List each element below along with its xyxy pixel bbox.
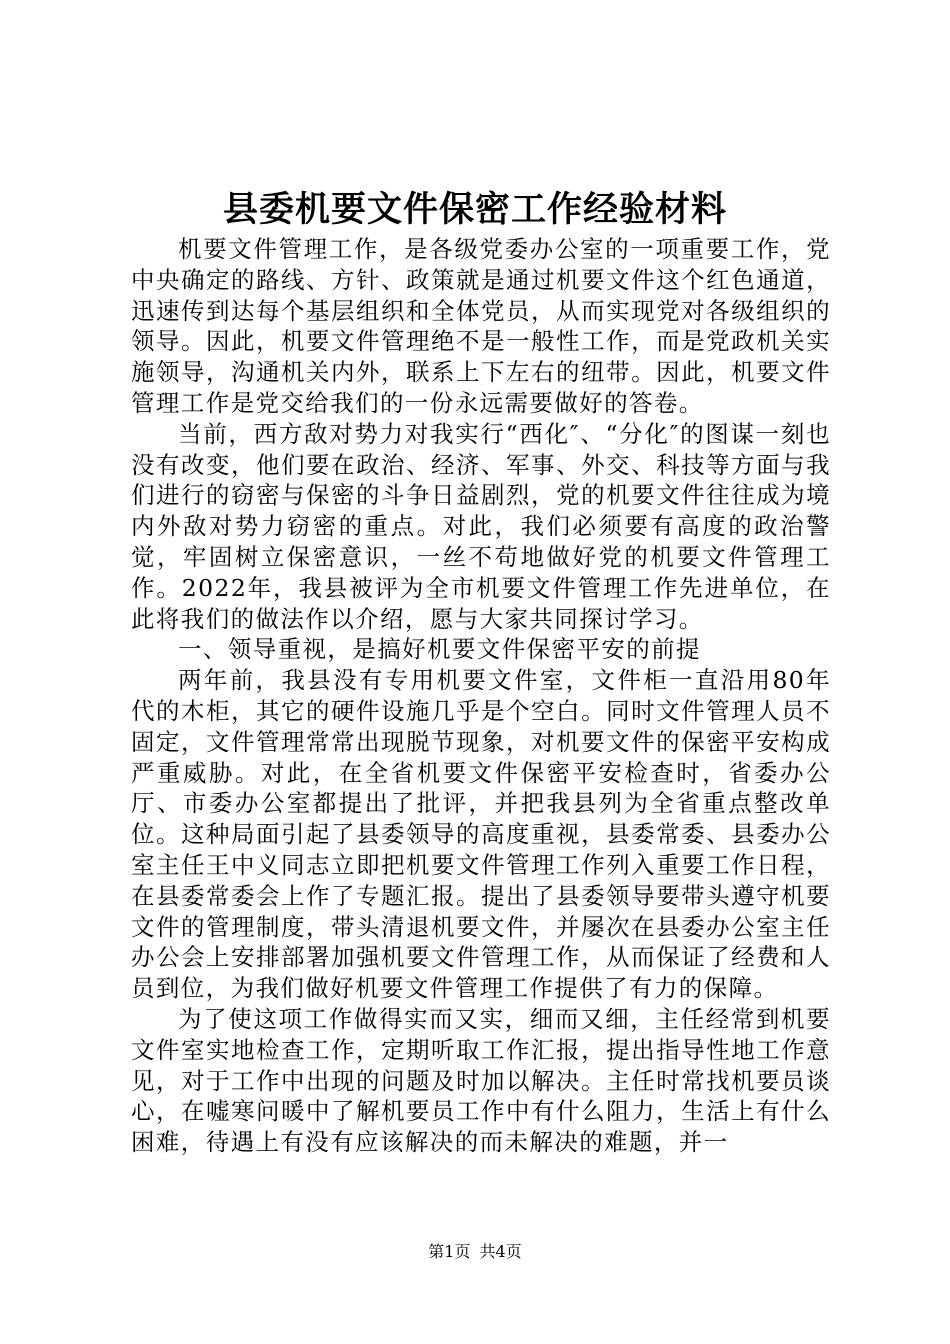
section-heading-1: 一、领导重视，是搞好机要文件保密平安的前提: [178, 635, 701, 664]
page-footer: [0, 1241, 950, 1263]
paragraph-section1-a: 两年前，我县没有专用机要文件室，文件柜一直沿用80年代的木柜，其它的硬件设施几乎是个空白。同时文件管理人员不固定，文件管理常常出现脱节现象，对机要文件的保密平安构成严重威胁。对此，在全省机要文件保密平安检查时，省委办公厅、市委办公室都提出了批评，并把我县列为全省重点整改单位。这种局面引起了县委领导的高度重视，县委常委、县委办公室主任王中义同志立即把机要文件管理工作列入重要工作日程，在县委常委会上作了专题汇报。提出了县委领导要带头遵守机要文件的管理制度，带头清退机要文件，并屡次在县委办公室主任办公会上安排部署加强机要文件管理工作，从而保证了经费和人员到位，为我们做好机要文件管理工作提供了有力的保障。: [131, 666, 831, 1003]
page-number: 第1页: [428, 1242, 471, 1261]
document-body: [131, 234, 831, 1158]
paragraph-intro: 机要文件管理工作，是各级党委办公室的一项重要工作，党中央确定的路线、方针、政策就是通过机要文件这个红色通道，迅速传到达每个基层组织和全体党员，从而实现党对各级组织的领导。因此，机要文件管理绝不是一般性工作，而是党政机关实施领导，沟通机关内外，联系上下左右的纽带。因此，机要文件管理工作是党交给我们的一份永远需要做好的答卷。: [131, 235, 831, 417]
page-total: 共4页: [479, 1242, 522, 1261]
paragraph-section1-b: 为了使这项工作做得实而又实，细而又细，主任经常到机要文件室实地检查工作，定期听取工作汇报，提出指导性地工作意见，对于工作中出现的问题及时加以解决。主任时常找机要员谈心，在嘘寒问暖中了解机要员工作中有什么阻力，生活上有什么困难，待遇上有没有应该解决的而未解决的难题，并一: [131, 1004, 831, 1157]
paragraph-context: 当前，西方敌对势力对我实行“西化″、“分化″的图谋一刻也没有改变，他们要在政治、经济、军事、外交、科技等方面与我们进行的窃密与保密的斗争日益剧烈，党的机要文件往往成为境内外敌对势力窃密的重点。对此，我们必须要有高度的政治警觉，牢固树立保密意识，一丝不苟地做好党的机要文件管理工作。2022年，我县被评为全市机要文件管理工作先进单位，在此将我们的做法作以介绍，愿与大家共同探讨学习。: [131, 419, 831, 633]
document-title: 县委机要文件保密工作经验材料: [222, 189, 727, 230]
